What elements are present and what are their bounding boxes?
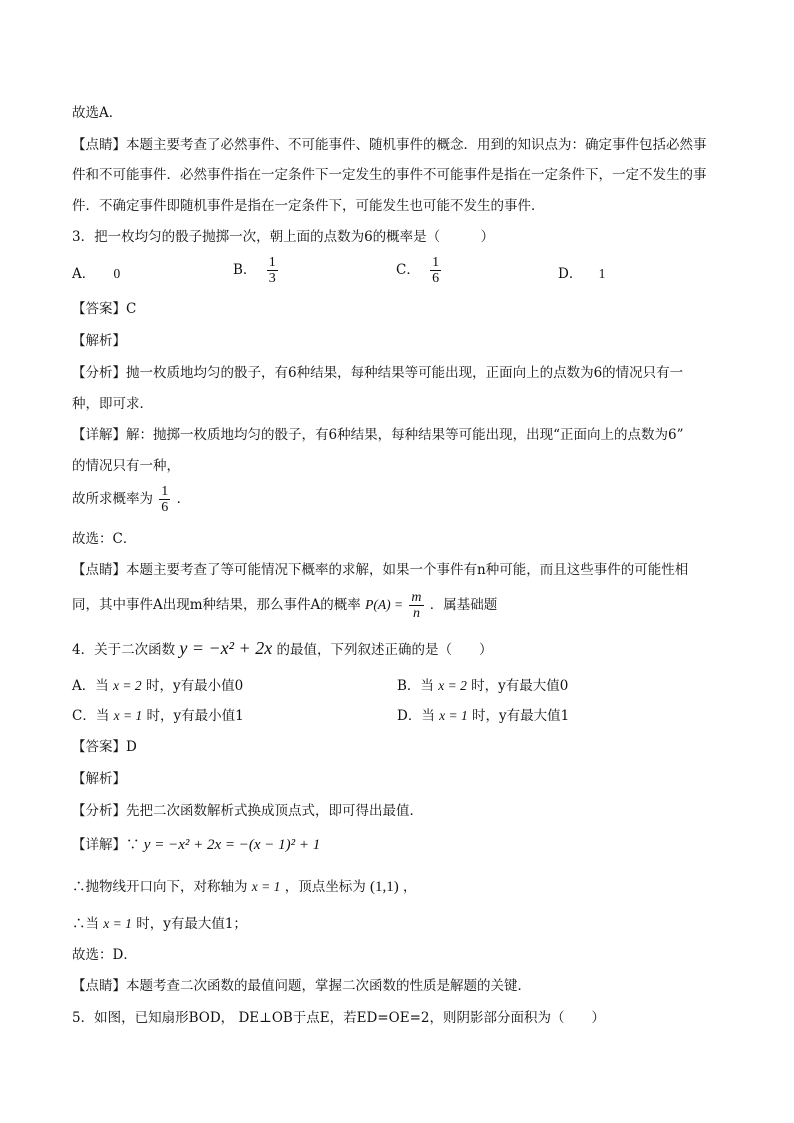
fraction — [267, 255, 278, 286]
text-segment: D．当 — [397, 708, 435, 724]
text-segment: 故所求概率为 — [72, 491, 153, 507]
math-expression: x = 2 — [438, 678, 467, 693]
question-5: 5．如图，已知扇形BOD， DE⊥OB于点E，若ED=OE=2，则阴影部分面积为（ ） — [72, 1010, 605, 1026]
text-line: 种，即可求． — [72, 396, 153, 412]
text-segment: 同，其中事件A出现m种结果，那么事件A的概率 — [72, 597, 361, 613]
option-label: B． — [233, 262, 257, 278]
denominator: 3 — [268, 271, 276, 286]
q4-option-a — [72, 677, 243, 695]
text-line: 的情况只有一种， — [72, 458, 180, 474]
q4-option-c — [72, 707, 244, 725]
text-line: 件和不可能事件．必然事件指在一定条件下一定发生的事件不可能事件是指在一定条件下，一定不发生的事 — [72, 167, 707, 183]
text-segment: ， — [403, 879, 417, 895]
question-3: 3．把一枚均匀的骰子抛掷一次，朝上面的点数为6的概率是（ ） — [72, 229, 495, 245]
q3-option-a — [72, 265, 120, 283]
fraction — [409, 590, 423, 621]
text-line: 【点睛】本题主要考查了必然事件、不可能事件、随机事件的概念．用到的知识点为：确定事件包括必然事 — [72, 137, 707, 153]
numerator: 1 — [268, 255, 276, 270]
text-segment: ，顶点坐标为 — [284, 879, 366, 895]
text-segment: 时，y有最大值1 — [472, 708, 570, 724]
math-expression: x = 1 — [103, 916, 132, 931]
denominator: 6 — [161, 500, 169, 515]
math-expression: (1,1) — [370, 879, 399, 895]
question-4 — [72, 639, 493, 659]
q4-option-d — [397, 707, 569, 725]
math-expression: x = 1 — [113, 708, 143, 723]
answer-label: 【答案】C — [72, 301, 137, 317]
option-value: 1 — [598, 266, 606, 281]
text-line: 故选A． — [72, 105, 123, 121]
text-line: 【详解】解：抛掷一枚质地均匀的骰子，有6种结果，每种结果等可能出现，出现“正面向上的点数为6” — [72, 427, 684, 443]
text-segment: 的最值，下列叙述正确的是（ ） — [276, 642, 493, 658]
numerator: 1 — [161, 484, 169, 499]
analysis-label: 【解析】 — [72, 771, 126, 787]
analysis-label: 【解析】 — [72, 333, 126, 349]
option-label: A． — [72, 266, 96, 282]
text-segment: C．当 — [72, 708, 110, 724]
text-segment: 时，y有最大值0 — [471, 678, 569, 694]
fraction — [159, 484, 170, 515]
formula-lhs: P(A) = — [365, 597, 404, 612]
derivation-line — [72, 836, 320, 854]
fraction — [430, 255, 441, 286]
derivation-line — [72, 915, 247, 933]
denominator: n — [412, 606, 420, 621]
text-segment: B．当 — [397, 678, 434, 694]
option-label: C． — [396, 262, 420, 278]
q3-option-c — [396, 255, 443, 286]
text-line: 件．不确定事件即随机事件是指在一定条件下，可能发生也可能不发生的事件． — [72, 198, 545, 214]
derivation-line — [72, 878, 417, 896]
q3-option-d — [558, 265, 605, 283]
probability-formula-line — [72, 590, 497, 621]
option-label: D． — [558, 266, 583, 282]
math-expression: y = −x² + 2x = −(x − 1)² + 1 — [143, 837, 321, 853]
q3-option-b — [233, 255, 280, 286]
text-segment: 4．关于二次函数 — [72, 642, 176, 658]
text-segment: 时，y有最小值1 — [146, 708, 244, 724]
math-expression: x = 1 — [439, 708, 468, 723]
text-segment: ∴当 — [72, 916, 99, 932]
text-line: 【分析】先把二次函数解析式换成顶点式，即可得出最值． — [72, 803, 423, 819]
probability-line — [72, 484, 190, 515]
q4-option-b — [397, 677, 568, 695]
option-value: 0 — [113, 266, 121, 281]
numerator: m — [411, 590, 422, 605]
numerator: 1 — [432, 255, 440, 270]
function-expression: y = −x² + 2x — [179, 638, 273, 658]
text-line: 故选：D． — [72, 947, 137, 963]
text-segment: 时，y有最小值0 — [145, 678, 244, 694]
text-segment: ∴抛物线开口向下，对称轴为 — [72, 879, 248, 895]
text-line: 【分析】抛一枚质地均匀的骰子，有6种结果，每种结果等可能出现，正面向上的点数为6的情况只有一 — [72, 365, 684, 381]
text-segment: 时，y有最大值1； — [136, 916, 247, 932]
math-expression: x = 1 — [251, 879, 281, 894]
text-line: 【点睛】本题考查二次函数的最值问题，掌握二次函数的性质是解题的关键． — [72, 978, 531, 994]
text-segment: A．当 — [72, 678, 109, 694]
denominator: 6 — [432, 271, 440, 286]
text-line: 【点睛】本题主要考查了等可能情况下概率的求解，如果一个事件有n种可能，而且这些事件的可能性相 — [72, 562, 689, 578]
answer-label: 【答案】D — [72, 739, 137, 755]
text-line: 故选：C． — [72, 531, 137, 547]
math-expression: x = 2 — [113, 678, 142, 693]
text-segment: 【详解】∵ — [72, 837, 140, 853]
text-segment: ． — [176, 491, 191, 507]
text-segment: ．属基础题 — [429, 597, 498, 613]
